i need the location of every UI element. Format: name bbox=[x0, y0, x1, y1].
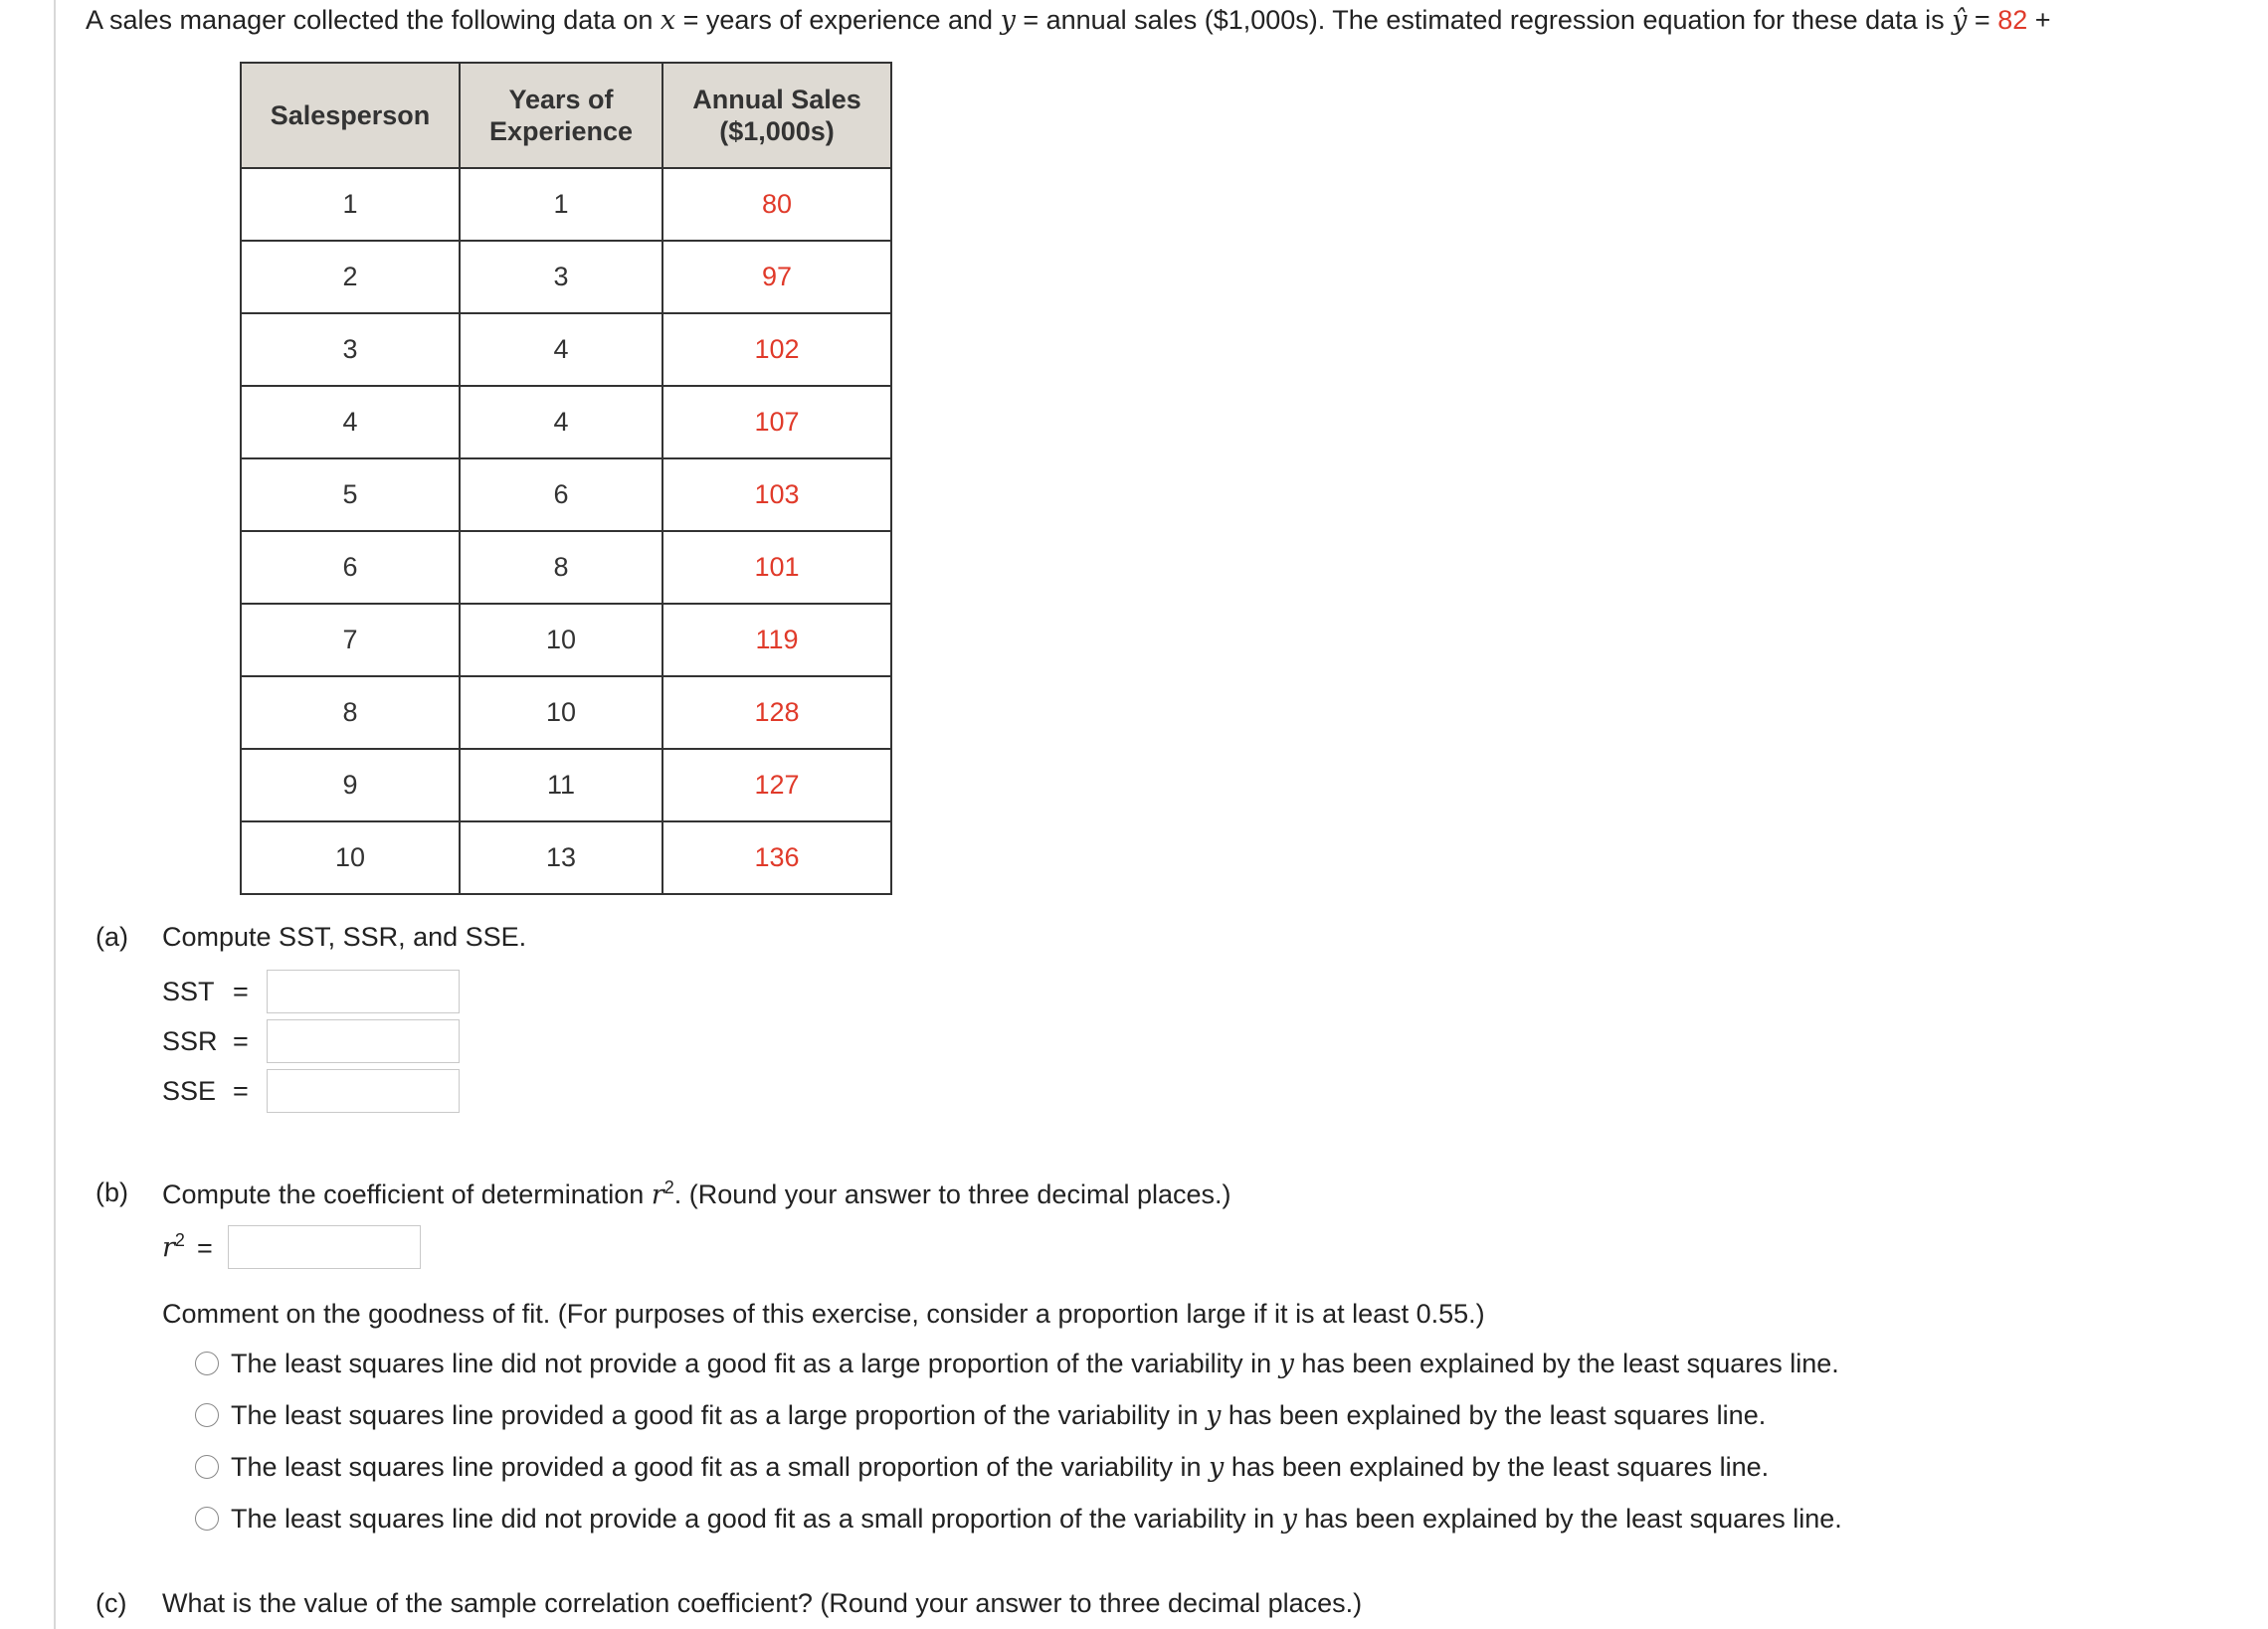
table-row bbox=[241, 821, 891, 894]
cell-years-experience: 3 bbox=[460, 241, 662, 313]
goodness-of-fit-prompt: Comment on the goodness of fit. (For purposes of this exercise, consider a proportion large if it is at least 0.55.) bbox=[162, 1299, 1485, 1329]
cell-annual-sales: 103 bbox=[662, 458, 891, 531]
intro-text-1: A sales manager collected the following data on bbox=[86, 5, 661, 35]
cell-years-experience: 1 bbox=[460, 168, 662, 241]
table-row bbox=[241, 604, 891, 676]
table-row bbox=[241, 168, 891, 241]
cell-salesperson: 10 bbox=[241, 821, 460, 894]
regression-intercept: 82 bbox=[1997, 5, 2028, 35]
cell-salesperson: 5 bbox=[241, 458, 460, 531]
cell-years-experience: 4 bbox=[460, 313, 662, 386]
y-variable: y bbox=[1000, 5, 1016, 36]
option-label[interactable]: The least squares line provided a good fit as a small proportion of the variability in y has been explained by the least squares line. bbox=[231, 1452, 1770, 1483]
radio-button[interactable] bbox=[195, 1352, 219, 1375]
intro-text-2: = years of experience and bbox=[675, 5, 1001, 35]
table-row bbox=[241, 313, 891, 386]
part-c-label: (c) bbox=[95, 1588, 127, 1618]
table-row bbox=[241, 386, 891, 458]
cell-annual-sales: 107 bbox=[662, 386, 891, 458]
r-squared-equals: = bbox=[197, 1233, 213, 1263]
cell-years-experience: 8 bbox=[460, 531, 662, 604]
cell-annual-sales: 101 bbox=[662, 531, 891, 604]
r-squared-input[interactable] bbox=[228, 1225, 421, 1269]
sst-label: SST bbox=[162, 977, 215, 1006]
cell-annual-sales: 97 bbox=[662, 241, 891, 313]
option-label[interactable]: The least squares line did not provide a good fit as a small proportion of the variability in y has been explained by the least squares line. bbox=[231, 1504, 1842, 1535]
cell-years-experience: 13 bbox=[460, 821, 662, 894]
r-squared-label: $r^2$ bbox=[162, 1230, 185, 1263]
cell-years-experience: 4 bbox=[460, 386, 662, 458]
cell-annual-sales: 119 bbox=[662, 604, 891, 676]
x-variable: x bbox=[660, 5, 676, 36]
cell-years-experience: 11 bbox=[460, 749, 662, 821]
radio-button[interactable] bbox=[195, 1403, 219, 1427]
ssr-label: SSR bbox=[162, 1026, 218, 1056]
part-a-label: (a) bbox=[95, 922, 128, 952]
sse-label: SSE bbox=[162, 1076, 217, 1106]
header-annual-sales: Annual Sales ($1,000s) bbox=[662, 63, 891, 168]
part-a-question: Compute SST, SSR, and SSE. bbox=[162, 922, 527, 952]
table-header-row bbox=[241, 63, 891, 168]
option-label[interactable]: The least squares line did not provide a good fit as a large proportion of the variability in y has been explained by the least squares line. bbox=[231, 1349, 1839, 1379]
cell-salesperson: 9 bbox=[241, 749, 460, 821]
sst-input[interactable] bbox=[267, 970, 460, 1013]
cell-years-experience: 10 bbox=[460, 676, 662, 749]
y-hat-symbol: ŷ bbox=[1952, 5, 1968, 36]
sse-equals: = bbox=[233, 1076, 249, 1106]
cell-annual-sales: 80 bbox=[662, 168, 891, 241]
option-label[interactable]: The least squares line provided a good fit as a large proportion of the variability in y has been explained by the least squares line. bbox=[231, 1400, 1767, 1431]
part-b-label: (b) bbox=[95, 1177, 128, 1207]
left-margin-rule bbox=[54, 0, 56, 1629]
part-b-question: Compute the coefficient of determination $r^2$. (Round your answer to three decimal places.) bbox=[162, 1177, 1231, 1210]
cell-annual-sales: 102 bbox=[662, 313, 891, 386]
sse-input[interactable] bbox=[267, 1069, 460, 1113]
table-row bbox=[241, 458, 891, 531]
radio-button[interactable] bbox=[195, 1455, 219, 1479]
part-c-question: What is the value of the sample correlation coefficient? (Round your answer to three decimal places.) bbox=[162, 1588, 1363, 1618]
intro-text-3: = annual sales ($1,000s). The estimated regression equation for these data is bbox=[1015, 5, 1953, 35]
table-row bbox=[241, 749, 891, 821]
cell-salesperson: 7 bbox=[241, 604, 460, 676]
ssr-equals: = bbox=[233, 1026, 249, 1056]
cell-annual-sales: 136 bbox=[662, 821, 891, 894]
cell-years-experience: 6 bbox=[460, 458, 662, 531]
cell-salesperson: 2 bbox=[241, 241, 460, 313]
table-row bbox=[241, 241, 891, 313]
data-table bbox=[240, 62, 892, 895]
table-row bbox=[241, 676, 891, 749]
table-row bbox=[241, 531, 891, 604]
cell-salesperson: 4 bbox=[241, 386, 460, 458]
cell-annual-sales: 128 bbox=[662, 676, 891, 749]
radio-button[interactable] bbox=[195, 1507, 219, 1531]
cell-annual-sales: 127 bbox=[662, 749, 891, 821]
cell-salesperson: 8 bbox=[241, 676, 460, 749]
header-salesperson: Salesperson bbox=[241, 63, 460, 168]
ssr-input[interactable] bbox=[267, 1019, 460, 1063]
cell-years-experience: 10 bbox=[460, 604, 662, 676]
cell-salesperson: 1 bbox=[241, 168, 460, 241]
cell-salesperson: 6 bbox=[241, 531, 460, 604]
header-years-experience: Years of Experience bbox=[460, 63, 662, 168]
sst-equals: = bbox=[233, 977, 249, 1006]
intro-equals: = bbox=[1967, 5, 1998, 35]
cell-salesperson: 3 bbox=[241, 313, 460, 386]
problem-statement bbox=[86, 0, 2268, 42]
intro-plus: + bbox=[2027, 5, 2051, 35]
